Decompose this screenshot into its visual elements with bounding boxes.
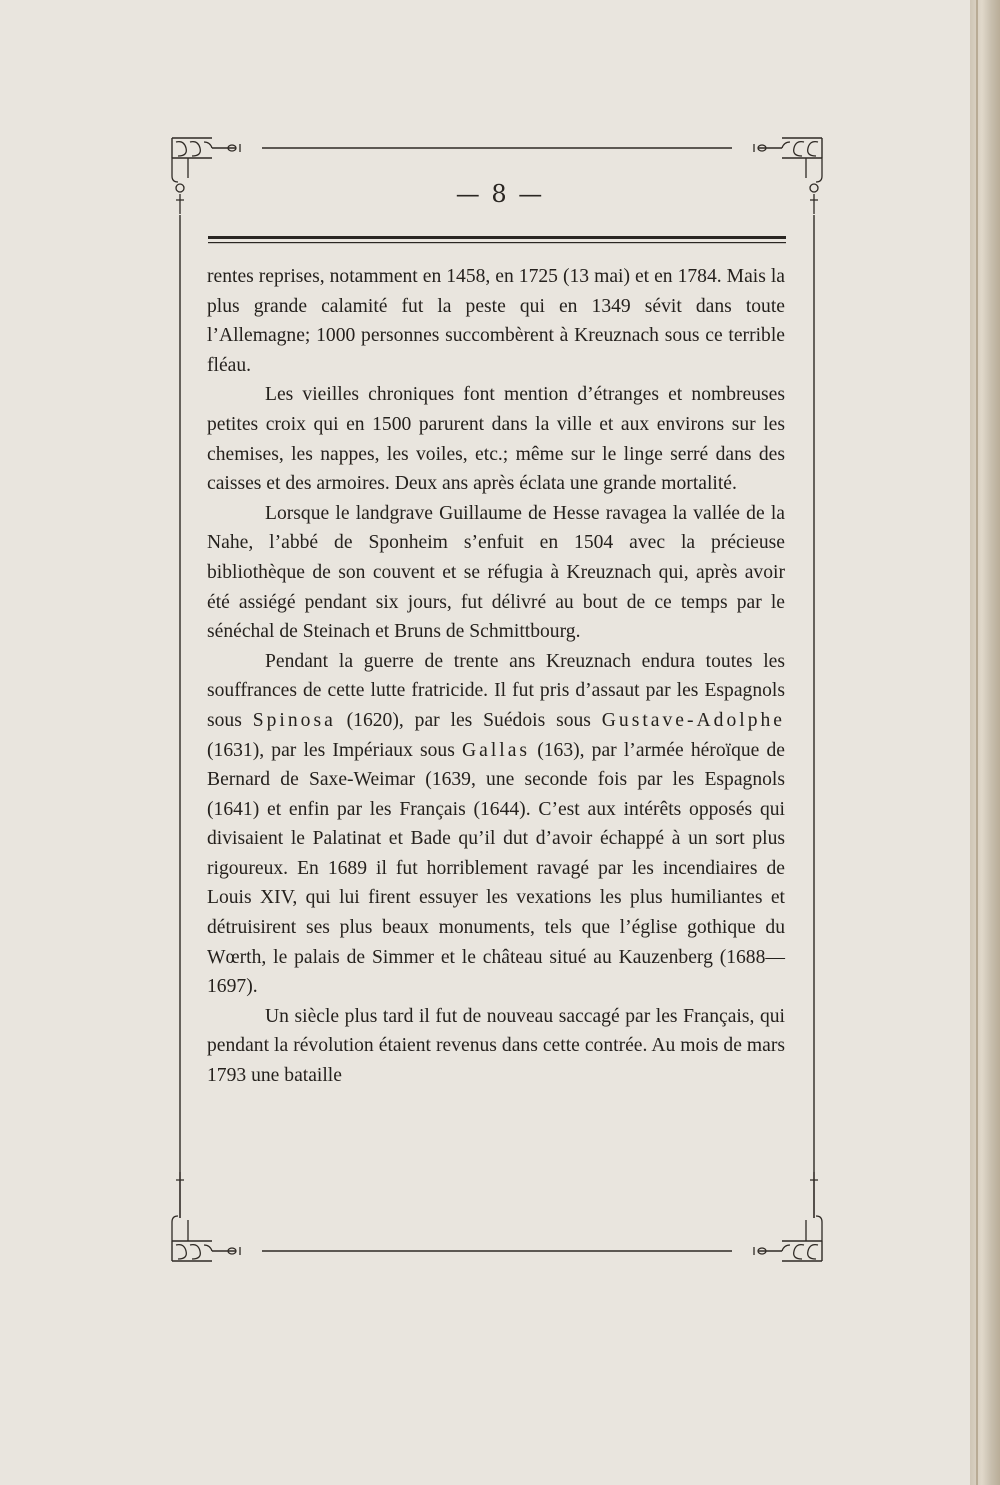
text-run: Pendant la guerre de trente ans Kreuznach endura toutes les souffrances de cette lutte fratricide. Il fut pris d’assaut par les Espagnols sous [207,650,785,731]
paragraph [207,1002,785,1091]
text-run: (1631), par les Impériaux sous [207,739,462,761]
paragraph [207,499,785,647]
text-run: (1620), par les Suédois sous [335,709,602,731]
text-run: (163), par l’armée héroïque de Bernard de Saxe-Weimar (1639, une seconde fois par les Espagnols (1641) et enfin par les Français (1644). C’est aux intérêts opposés qui divisaient le Palatinat et Bade qu’il dut d’avoir échappé à un sort plus rigoureux. En 1689 il fut horriblement ravagé par les incendiaires de Louis XIV, qui lui firent essuyer les vexations les plus humiliantes et détruisirent ses plus beaux monuments, tels que l’église gothique du Wœrth, le palais de Simmer et le château situé au Kauzenberg (1688—1697). [207,739,785,998]
paragraph [207,262,785,380]
spaced-name: Spinosa [252,709,336,731]
text-run: Les vieilles chroniques font mention d’étranges et nombreuses petites croix qui en 1500 parurent dans la ville et aux environs sur les chemises, les nappes, les voiles, etc.; même sur le linge serré dans des caisses et des armoires. Deux ans après éclata une grande mortalité. [207,384,785,495]
paragraph [207,380,785,498]
body-text [207,262,785,1091]
spaced-name: Gallas [462,739,531,761]
spaced-name: Gustave-Adolphe [601,709,785,731]
text-run: Un siècle plus tard il fut de nouveau saccagé par les Français, qui pendant la révolution étaient revenus dans cette contrée. Au mois de mars 1793 une bataille [207,1005,785,1087]
page-number: — 8 — [455,180,545,208]
page-edge-shadow [970,0,1000,1485]
text-run: Lorsque le landgrave Guillaume de Hesse ravagea la vallée de la Nahe, l’abbé de Sponheim s’enfuit en 1504 avec la précieuse bibliothèque de son couvent et se réfugia à Kreuznach qui, après avoir été assiégé pendant six jours, fut délivré au bout de ce temps par le sénéchal de Steinach et Bruns de Schmittbourg. [207,502,785,643]
page-edge-line [976,0,978,1485]
text-run: rentes reprises, notamment en 1458, en 1725 (13 mai) et en 1784. Mais la plus grande calamité fut la peste qui en 1349 sévit dans toute l’Allemagne; 1000 personnes succombèrent à Kreuznach sous ce terrible fléau. [207,266,785,376]
paragraph [207,647,785,1002]
